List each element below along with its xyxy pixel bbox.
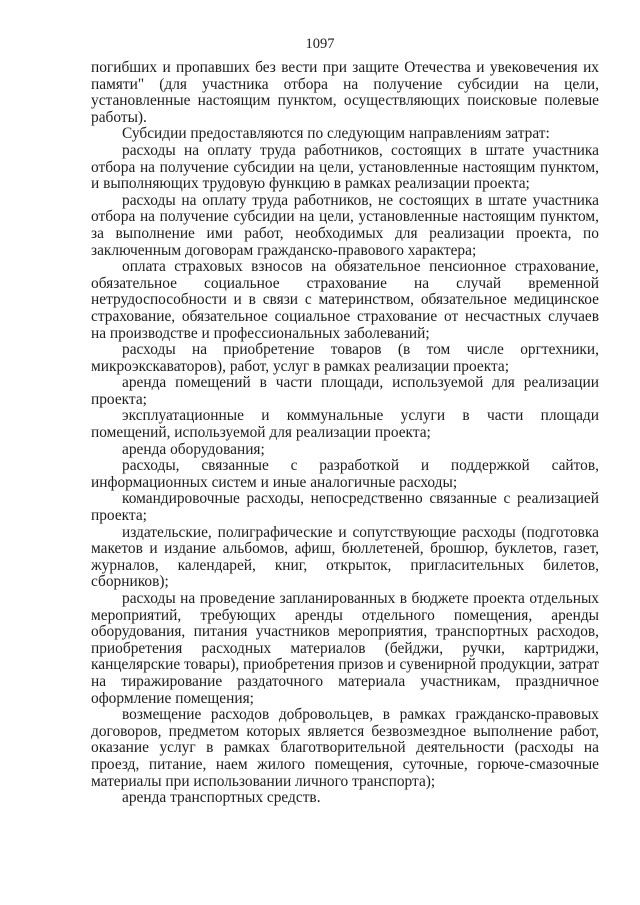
list-item-travel: командировочные расходы, непосредственно связанные с реализацией проекта;	[91, 490, 599, 525]
list-item-staff-salaries: расходы на оплату труда работников, состоящих в штате участника отбора на получение субсидии на цели, установленные настоящим пунктом, и выполняющих трудовую функцию в рамках реализации проекта;	[91, 141, 599, 193]
paragraph-continuation: погибших и пропавших без вести при защите Отечества и увековечения их памяти" (для участника отбора на получение субсидии на цели, установленные настоящим пунктом, осуществляющих поисковые полевые работы).	[91, 59, 599, 126]
list-item-utilities: эксплуатационные и коммунальные услуги в части площади помещений, используемой для реализации проекта;	[91, 407, 599, 442]
page-number: 1097	[305, 36, 335, 52]
list-item-premises-rent: аренда помещений в части площади, используемой для реализации проекта;	[91, 374, 599, 408]
document-body	[91, 60, 599, 807]
list-item-publishing: издательские, полиграфические и сопутствующие расходы (подготовка макетов и издание альбомов, афиш, бюллетеней, брошюр, буклетов, газет, журналов, календарей, книг, открыток, пригласительных билетов, сборников);	[91, 523, 599, 591]
list-item-equipment-rent: аренда оборудования;	[122, 440, 265, 458]
list-item-insurance: оплата страховых взносов на обязательное пенсионное страхование, обязательное социальное страхование на случай временной нетрудоспособности и в связи с материнством, обязательное медицинское страхование, обязательное социальное страхование от несчастных случаев на производстве и профессиональных заболеваний;	[91, 258, 599, 342]
list-item-volunteers: возмещение расходов добровольцев, в рамках гражданско-правовых договоров, предметом которых является безвозмездное выполнение работ, оказание услуг в рамках благотворительной деятельности (расходы на проезд, питание, наем жилого помещения, суточные, горюче-смазочные материалы при использовании личного транспорта);	[91, 706, 599, 790]
list-item-websites: расходы, связанные с разработкой и поддержкой сайтов, информационных систем и иные аналогичные расходы;	[91, 457, 599, 491]
paragraph-intro: Субсидии предоставляются по следующим направлениям затрат:	[122, 125, 550, 143]
list-item-vehicle-rent: аренда транспортных средств.	[122, 789, 321, 807]
list-item-goods-purchase: расходы на приобретение товаров (в том числе оргтехники, микроэкскаваторов), работ, услуг в рамках реализации проекта;	[91, 341, 599, 375]
list-item-contractor-salaries: расходы на оплату труда работников, не состоящих в штате участника отбора на получение субсидии на цели, установленные настоящим пунктом, за выполнение ими работ, необходимых для реализации проекта, по заключенным договорам гражданско-правового характера;	[91, 191, 599, 259]
list-item-events: расходы на проведение запланированных в бюджете проекта отдельных мероприятий, требующих аренды отдельного помещения, аренды оборудования, питания участников мероприятия, транспортных расходов, приобретения расходных материалов (бейджи, ручки, картриджи, канцелярские товары), приобретения призов и сувенирной продукции, затрат на тиражирование раздаточного материала участникам, праздничное оформление помещения;	[91, 590, 599, 707]
